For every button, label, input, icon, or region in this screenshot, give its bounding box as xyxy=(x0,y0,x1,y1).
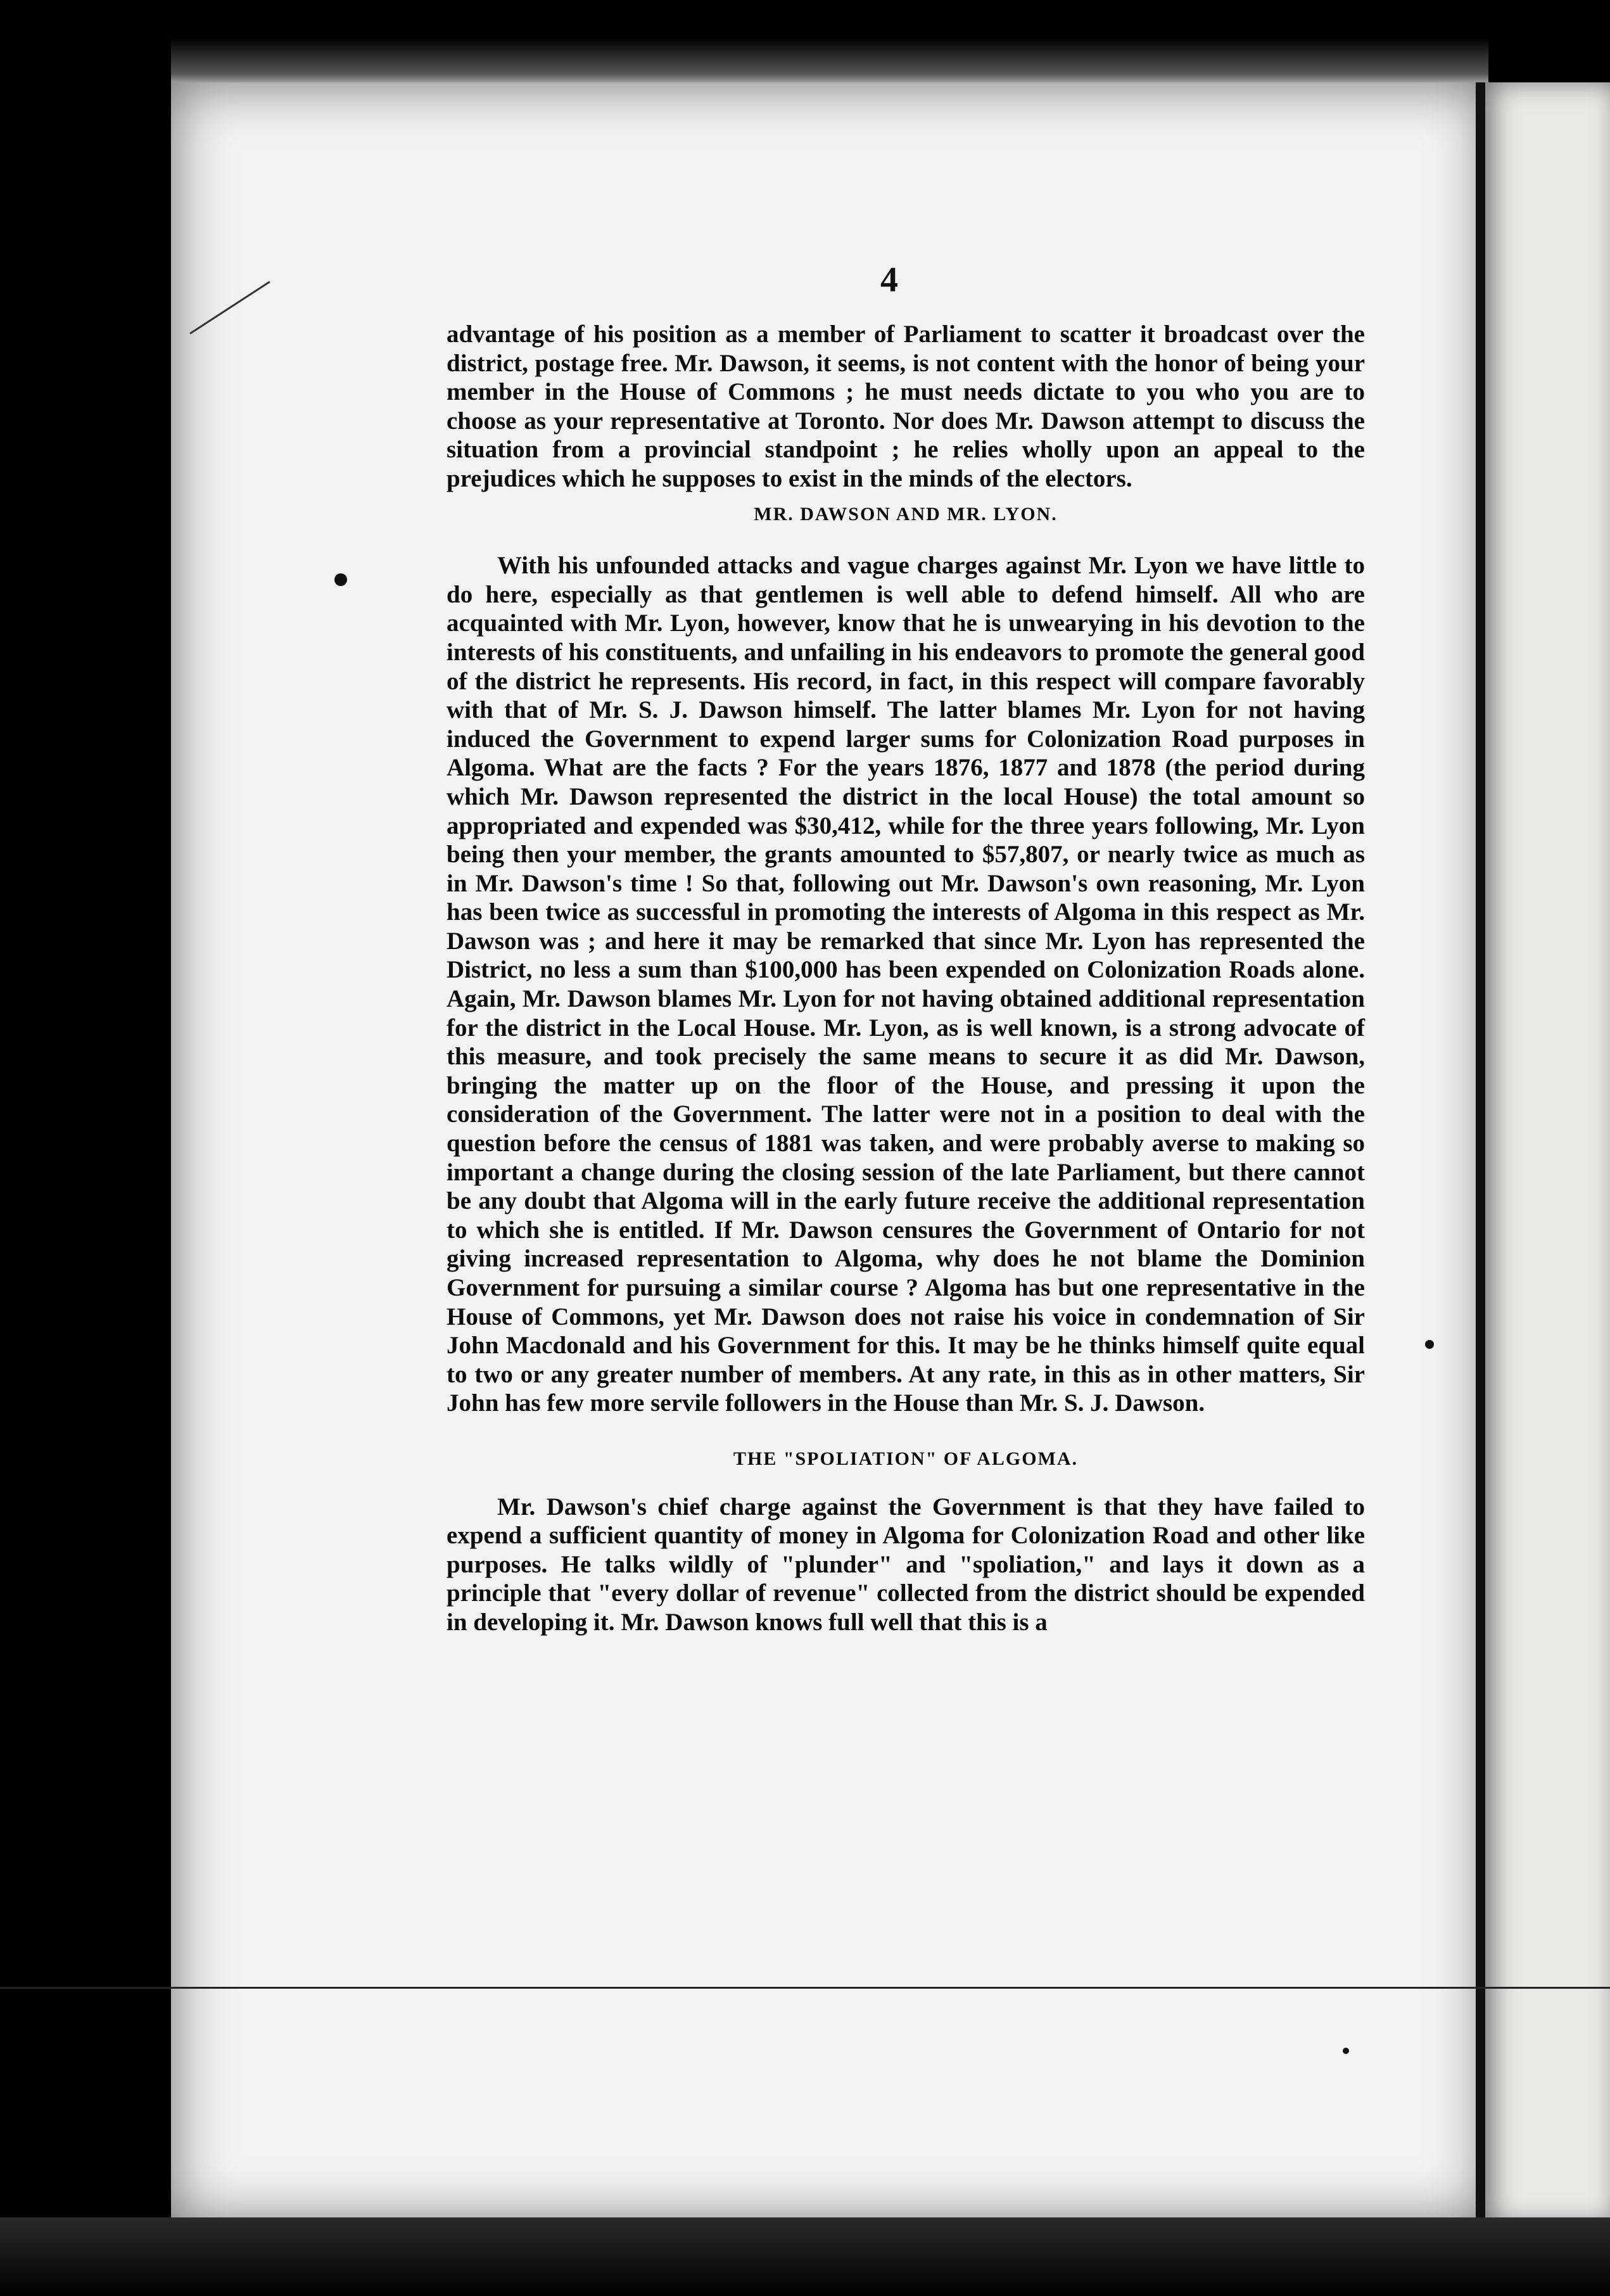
page-number: 4 xyxy=(880,260,898,300)
ink-speck xyxy=(1343,2048,1349,2054)
section-heading: THE "SPOLIATION" OF ALGOMA. xyxy=(733,1448,1079,1469)
paragraph: Mr. Dawson's chief charge against the Government is that they have failed to expend a sufficient quantity of money in Algoma for Colonization Road and other like purposes. He talks wildly of "plunder" and "spoliation," and lays it down as a principle that "every dollar of revenue" collected from the district should be expended in developing it. Mr. Dawson knows full well that this is a xyxy=(447,1493,1365,1636)
microfilm-line xyxy=(0,1987,1610,1989)
paragraph: advantage of his position as a member of Parliament to scatter it broadcast over the district, postage free. Mr. Dawson, it seems, is not content with the honor of being your member in the House of Commons ; he must needs dictate to you who you are to choose as your representative at Toronto. Nor does Mr. Dawson attempt to discuss the situation from a provincial standpoint ; he relies wholly upon an appeal to the prejudices which he supposes to exist in the minds of the electors. xyxy=(447,321,1365,492)
paragraph: With his unfounded attacks and vague charges against Mr. Lyon we have little to do here, especially as that gentlemen is well able to defend himself. All who are acquainted with Mr. Lyon, however, know that he is unwearying in his devotion to the interests of his constituents, and unfailing in his endeavors to promote the general good of the district he represents. His record, in fact, in this respect will compare favorably with that of Mr. S. J. Dawson himself. The latter blames Mr. Lyon for not having induced the Government to expend larger sums for Colonization Road purposes in Algoma. What are the facts ? For the years 1876, 1877 and 1878 (the period during which Mr. Dawson represented the district in the local House) the total amount so appropriated and expended was $30,412, while for the three years following, Mr. Lyon being then your member, the grants amounted to $57,807, or nearly twice as much as in Mr. Dawson's time ! So that, following out Mr. Dawson's own reasoning, Mr. Lyon has been twice as successful in promoting the interests of Algoma in this respect as Mr. Dawson was ; and here it may be remarked that since Mr. Lyon has represented the District, no less a sum than $100,000 has been expended on Colonization Roads alone. Again, Mr. Dawson blames Mr. Lyon for not having obtained additional representation for the district in the Local House. Mr. Lyon, as is well known, is a strong advocate of this measure, and took precisely the same means to secure it as did Mr. Dawson, bringing the matter up on the floor of the House, and pressing it upon the consideration of the Government. The latter were not in a position to deal with the question before the census of 1881 was taken, and were probably averse to making so important a change during the closing session of the late Parliament, but there cannot be any doubt that Algoma will in the early future receive the additional representation to which she is entitled. If Mr. Dawson censures the Government of Ontario for not giving increased representation to Algoma, why does he not blame the Dominion Government for pursuing a similar course ? Algoma has but one representative in the House of Commons, yet Mr. Dawson does not raise his voice in condemnation of Sir John Macdonald and his Government for this. It may be he thinks himself quite equal to two or any greater number of members. At any rate, in this as in other matters, Sir John has few more servile followers in the House than Mr. S. J. Dawson. xyxy=(447,552,1365,1417)
ink-speck xyxy=(1425,1340,1434,1349)
scan-top-edge xyxy=(171,38,1488,89)
scan-bottom-edge xyxy=(0,2217,1610,2296)
adjacent-page-edge xyxy=(1485,82,1610,2224)
ink-speck xyxy=(334,573,347,586)
section-heading: MR. DAWSON AND MR. LYON. xyxy=(754,503,1058,525)
article-body xyxy=(447,320,1365,1637)
